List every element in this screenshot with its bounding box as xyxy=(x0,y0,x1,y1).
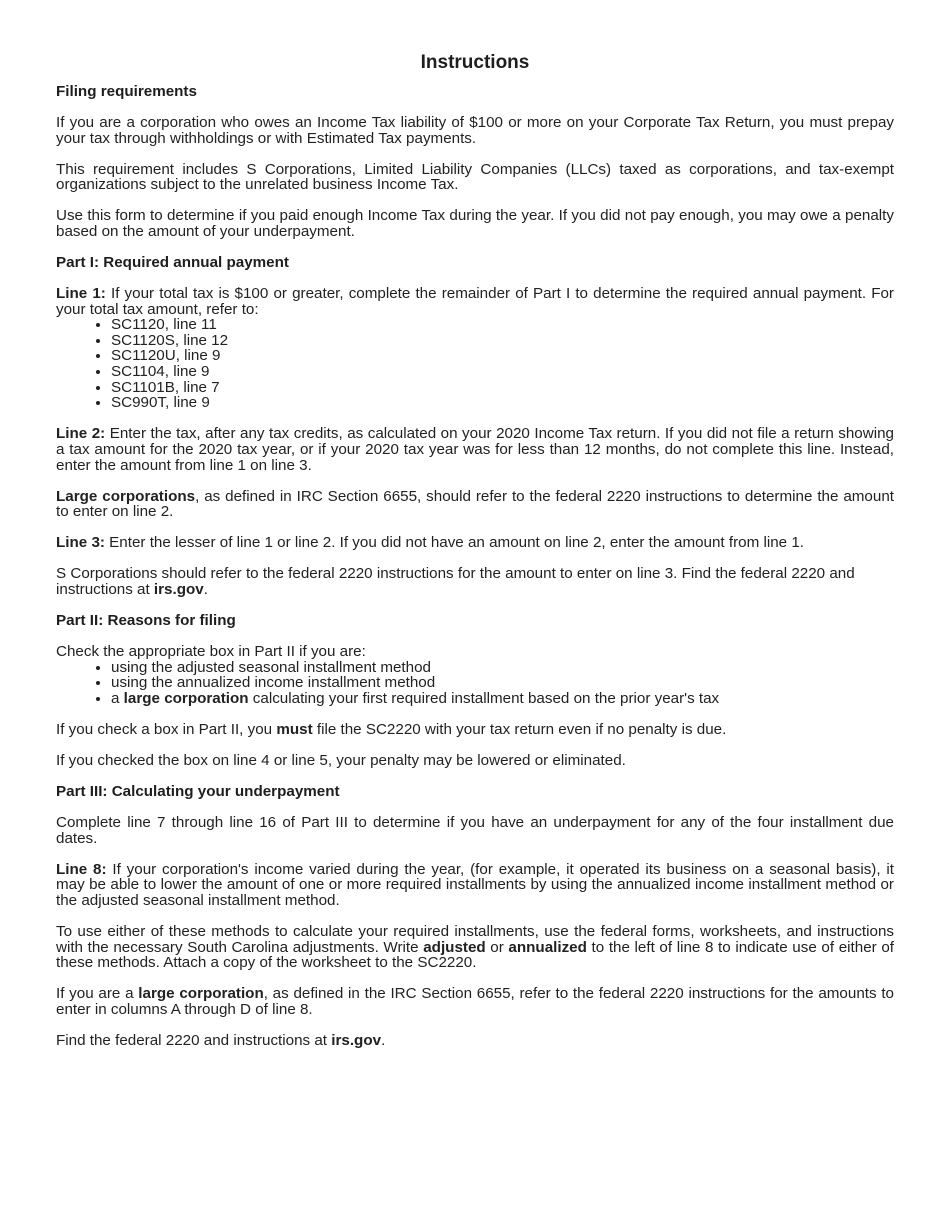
part3-heading: Part III: Calculating your underpayment xyxy=(56,783,340,801)
filing-requirements-heading: Filing requirements xyxy=(56,83,197,100)
part2-reasons-list xyxy=(56,660,894,707)
methods-mid: or xyxy=(485,938,509,956)
line8-label: Line 8: xyxy=(56,860,107,878)
methods-pre: To use either of these methods to calculate your required installments, use the federal forms, worksheets, and instructions with the necessary South Carolina adjustments. Write xyxy=(56,923,894,956)
filing-paragraph-3: Use this form to determine if you paid enough Income Tax during the year. If you did not pay enough, you may owe a penalty based on the amount of your underpayment. xyxy=(56,207,894,240)
methods-post: to the left of line 8 to indicate use of either of these methods. Attach a copy of the worksheet to the SC2220. xyxy=(56,938,894,972)
list-item xyxy=(111,691,894,707)
part2-intro: Check the appropriate box in Part II if you are: xyxy=(56,643,366,661)
irs-gov-link[interactable]: irs.gov xyxy=(331,1032,382,1050)
must-pre: If you check a box in Part II, you xyxy=(56,720,277,738)
item3-large-corporation: large corporation xyxy=(123,689,249,707)
filing-paragraph-1: If you are a corporation who owes an Income Tax liability of $100 or more on your Corporate Tax Return, you must prepay your tax through withholdings or with Estimated Tax payments. xyxy=(56,114,894,147)
methods-adjusted: adjusted xyxy=(423,938,486,956)
page-title: Instructions xyxy=(420,52,530,73)
list-item: • SC1120U, line 9 xyxy=(111,348,894,364)
list-item: • SC990T, line 9 xyxy=(111,395,894,411)
large-pre: If you are a xyxy=(56,985,139,1003)
large-bold: large corporation xyxy=(138,985,264,1003)
line1-text: If your total tax is $100 or greater, complete the remainder of Part I to determine the required annual payment. For your total tax amount, refer to: xyxy=(56,285,894,318)
list-item: • using the adjusted seasonal installment method xyxy=(111,660,894,676)
list-item: • SC1120, line 11 xyxy=(111,317,894,333)
filing-paragraph-2: This requirement includes S Corporations, Limited Liability Companies (LLCs) taxed as corporations, and tax-exempt organizations subject to the unrelated business Income Tax. xyxy=(56,160,894,194)
line8-text: If your corporation's income varied during the year, (for example, it operated its business on a seasonal basis), it may be able to lower the amount of one or more required installments by using the annualized income installment method or the adjusted seasonal installment method. xyxy=(56,860,894,909)
part3-paragraph-1: Complete line 7 through line 16 of Part III to determine if you have an underpayment for any of the four installment due dates. xyxy=(56,814,894,847)
line3-label: Line 3: xyxy=(56,534,105,552)
line2-label: Line 2: xyxy=(56,425,106,443)
line2-paragraph xyxy=(56,426,894,473)
line8-paragraph xyxy=(56,862,894,909)
s-corporations-paragraph xyxy=(56,566,894,597)
large-corporations-paragraph xyxy=(56,489,894,520)
methods-annualized: annualized xyxy=(508,938,587,956)
item3-pre: a xyxy=(111,689,124,707)
find-pre: Find the federal 2220 and instructions at xyxy=(56,1032,332,1050)
find-end: . xyxy=(381,1032,386,1050)
list-item: • using the annualized income installment method xyxy=(111,675,894,691)
must-file-paragraph xyxy=(56,722,894,738)
checked-box-paragraph: If you checked the box on line 4 or line 5, your penalty may be lowered or eliminated. xyxy=(56,752,626,770)
line3-text: Enter the lesser of line 1 or line 2. If you did not have an amount on line 2, enter the amount from line 1. xyxy=(104,534,804,552)
list-item: • SC1101B, line 7 xyxy=(111,380,894,396)
large-corporation-line8-paragraph xyxy=(56,986,894,1017)
large-corporations-text: , as defined in IRC Section 6655, should refer to the federal 2220 instructions to determine the amount to enter on line 2. xyxy=(56,487,894,521)
line1-label: Line 1: xyxy=(56,285,106,303)
s-corporations-end: . xyxy=(203,580,208,598)
large-post: , as defined in the IRC Section 6655, refer to the federal 2220 instructions for the amounts to enter in columns A through D of line 8. xyxy=(56,985,894,1018)
large-corporations-label: Large corporations xyxy=(56,487,196,505)
item3-post: calculating your first required installment based on the prior year's tax xyxy=(248,689,720,707)
list-item: • SC1120S, line 12 xyxy=(111,333,894,349)
irs-gov-link[interactable]: irs.gov xyxy=(153,580,204,598)
must-bold: must xyxy=(276,720,313,738)
must-post: file the SC2220 with your tax return even if no penalty is due. xyxy=(312,720,727,738)
part2-heading: Part II: Reasons for filing xyxy=(56,612,236,630)
line2-text: Enter the tax, after any tax credits, as calculated on your 2020 Income Tax return. If you did not file a return showing a tax amount for the 2020 tax year, or if your 2020 tax year was for less than 12 months, do not complete this line. Instead, enter the amount from line 1 on line 3. xyxy=(56,425,894,474)
part1-heading: Part I: Required annual payment xyxy=(56,254,289,272)
list-item: • SC1104, line 9 xyxy=(111,364,894,380)
line1-form-list xyxy=(56,317,894,411)
find-federal-paragraph xyxy=(56,1033,894,1049)
line1-paragraph xyxy=(56,286,894,317)
methods-paragraph xyxy=(56,924,894,971)
line3-paragraph xyxy=(56,535,894,551)
s-corporations-text: S Corporations should refer to the federal 2220 instructions for the amount to enter on line 3. Find the federal 2220 and instructions at xyxy=(56,565,855,598)
